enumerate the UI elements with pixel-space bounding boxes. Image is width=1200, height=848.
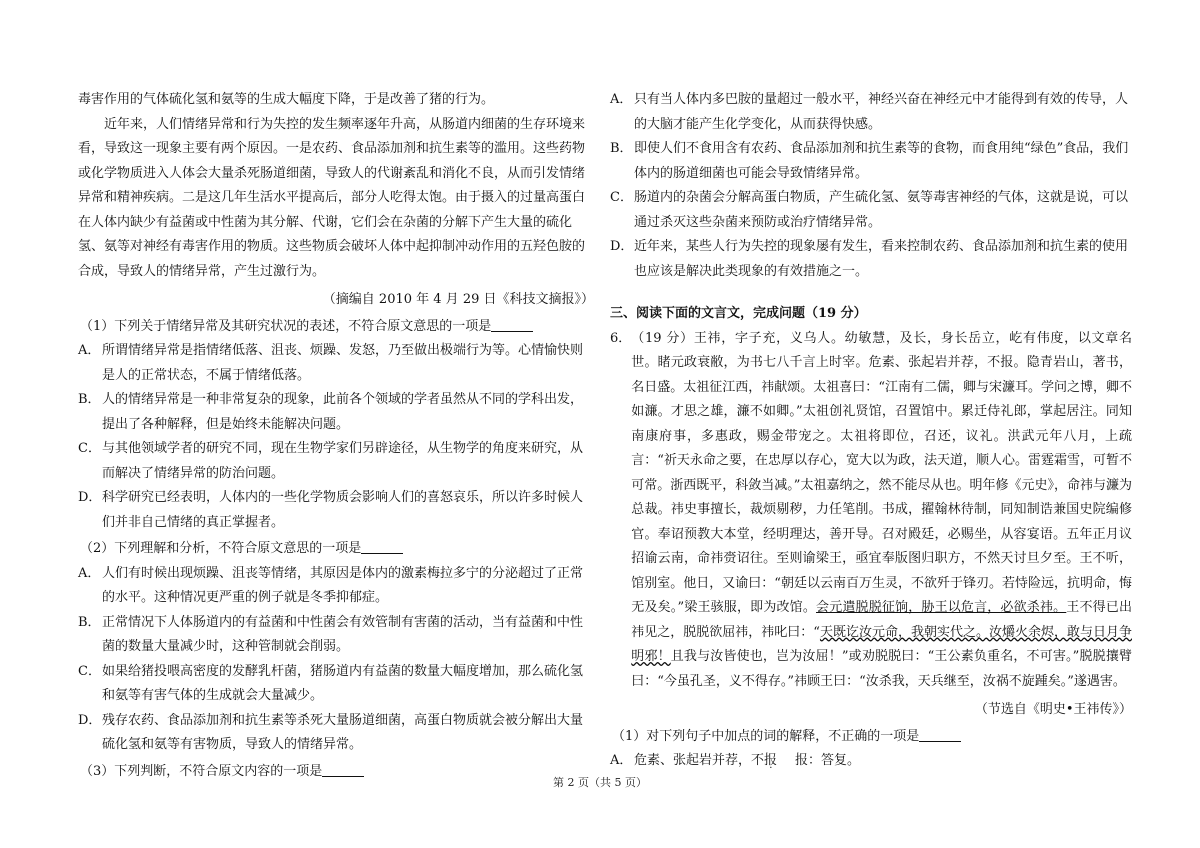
question-3-option-c <box>610 186 1132 235</box>
option-key: D． <box>78 490 102 505</box>
classical-passage <box>631 327 1132 695</box>
answer-blank <box>491 317 533 332</box>
question-2-stem <box>78 537 594 562</box>
option-text: 与其他领域学者的研究不同，现在生物学家们另辟途径，从生物学的角度来研究，从而解决了情绪异常的防治问题。 <box>102 441 584 481</box>
paragraph-2: 近年来，人们情绪异常和行为失控的发生频率逐年升高，从肠道内细菌的生存环境来看，导致这一现象主要有两个原因。一是农药、食品添加剂和抗生素等的滥用。这些药物或化学物质进入人体会大量杀死肠道细菌，导致人的代谢紊乱和消化不良，从而引发情绪异常和精神疾病。二是这几年生活水平提高后，部分人吃得太饱。由于摄入的过量高蛋白在人体内缺少有益菌或中性菌为其分解、代谢，它们会在杂菌的分解下产生大量的硫化氢、氨等对神经有毒害作用的物质。这些物质会破坏人体中起抑制冲动作用的五羟色胺的合成，导致人的情绪异常，产生过激行为。 <box>78 116 586 279</box>
passage-part-c: 且我与汝皆使也，岂为汝屈！”或劝脱脱曰：“王公素负重名，不可害。”脱脱攘臂曰：“今虽孔圣，义不得存。”祎顾王曰：“汝杀我，天兵继至，汝祸不旋踵矣。”遂遇害。 <box>631 649 1132 689</box>
section-title: 三、阅读下面的文言文，完成问题（19 分） <box>610 306 867 321</box>
question-2-option-a <box>78 562 594 611</box>
question-1-text: （1）下列关于情绪异常及其研究状况的表述，不符合原文意思的一项是 <box>80 318 492 334</box>
option-text: 残存农药、食品添加剂和抗生素等杀死大量肠道细菌，高蛋白物质就会被分解出大量硫化氢和氨等有害物质，导致人的情绪异常。 <box>102 712 584 752</box>
option-key: C． <box>78 663 101 679</box>
wavy-underlined-sentence: 天既讫汝元命，我朝实代之。汝爝火余烬，敢与日月争明邪！ <box>631 624 1132 664</box>
question-3-option-b <box>610 137 1132 186</box>
question-1-option-b <box>78 388 594 437</box>
option-key: A． <box>610 753 633 768</box>
paragraph-continued: 毒害作用的气体硫化氢和氨等的生成大幅度下降，于是改善了猪的行为。 <box>78 92 495 107</box>
question-1-stem <box>78 315 594 340</box>
question-1-option-a <box>78 339 594 388</box>
option-explanation: 报：答复。 <box>795 753 861 768</box>
page-footer: 第 2 页（共 5 页） <box>553 776 647 789</box>
passage-part-a: （19 分）王祎，字子充，义乌人。幼敏慧，及长，身长岳立，屹有伟度，以文章名世。睹元政衰敝，为书七八千言上时宰。危素、张起岩并荐，不报。隐青岩山，著书，名日盛。太祖征江西，祎献颂。太祖喜曰：“江南有二儒，卿与宋濂耳。学问之博，卿不如濂。才思之雄，濂不如卿。”太祖创礼贤馆，召置馆中。累迁侍礼郎，掌起居注。同知南康府事，多惠政，赐金带宠之。太祖将即位，召还，议礼。洪武元年八月，上疏言：“祈天永命之要，在忠厚以存心，宽大以为政，法天道，顺人心。雷霆霜雪，可暂不可常。浙西既平，科敛当减。”太祖嘉纳之，然不能尽从也。明年修《元史》，命祎与濂为总裁。祎史事擅长，裁烦剔秽，力任笔削。书成，擢翰林待制，同知制诰兼国史院编修官。奉诏预教大本堂，经明理达，善开导。召对殿廷，必赐坐，从容宴语。五年正月议招谕云南，命祎赍诏往。至则谕梁王，亟宜奉版图归职方，不然天讨旦夕至。王不听，馆别室。他日，又谕曰：“朝廷以云南百万生灵，不欲歼于锋刃。若恃险远，抗明命，悔无及矣。”梁王骇服，即为改馆。 <box>631 330 1132 615</box>
left-column <box>78 88 594 784</box>
question-3-text: （3）下列判断，不符合原文内容的一项是 <box>80 763 323 779</box>
option-key: A． <box>78 565 101 581</box>
citation: （摘编自 2010 年 4 月 29 日《科技文摘报》） <box>322 292 594 307</box>
option-text: 即使人们不食用含有农药、食品添加剂和抗生素等的食物，而食用纯“绿色”食品，我们体内的肠道细菌也可能会导致情绪异常。 <box>634 141 1129 181</box>
question-1-option-d <box>78 486 594 535</box>
option-text: 肠道内的杂菌会分解高蛋白物质，产生硫化氢、氨等毒害神经的气体，这就是说，可以通过杀灭这些杂菌来预防或治疗情绪异常。 <box>634 190 1129 230</box>
question-2-option-b <box>78 611 594 660</box>
option-text: 人的情绪异常是一种非常复杂的现象，此前各个领域的学者虽然从不同的学科出发，提出了各种解释，但是始终未能解决问题。 <box>102 392 584 432</box>
option-key: A． <box>610 92 633 107</box>
option-text: 所谓情绪异常是指情绪低落、沮丧、烦躁、发怒，乃至做出极端行为等。心情愉快则是人的正常状态，不属于情绪低落。 <box>102 343 584 383</box>
option-key: A． <box>78 343 101 358</box>
option-text: 正常情况下人体肠道内的有益菌和中性菌会有效管制有害菌的活动，当有益菌和中性菌的数量大量减少时，这种管制就会削弱。 <box>102 614 584 654</box>
question-1-option-c <box>78 437 594 486</box>
option-key: B． <box>78 392 101 407</box>
question-2-option-c <box>78 660 594 709</box>
option-key: D． <box>78 712 102 728</box>
question-number: 6． <box>610 330 632 346</box>
option-text: 只有当人体内多巴胺的量超过一般水平，神经兴奋在神经元中才能得到有效的传导，人的大脑才能产生化学变化，从而获得快感。 <box>634 92 1129 132</box>
answer-blank <box>919 727 961 742</box>
option-text: 科学研究已经表明，人体内的一些化学物质会影响人们的喜怒哀乐，所以许多时候人们并非自己情绪的真正掌握者。 <box>102 490 584 530</box>
question-6-1-option-a <box>610 749 1132 774</box>
option-text <box>634 749 1132 774</box>
option-text: 人们有时候出现烦躁、沮丧等情绪，其原因是体内的激素梅拉多宁的分泌超过了正常的水平。这种情况更严重的例子就是冬季抑郁症。 <box>102 565 584 605</box>
option-key: B． <box>610 141 633 156</box>
question-6 <box>610 327 1132 695</box>
question-6-1-text: （1）对下列句子中加点的词的解释，不正确的一项是 <box>612 728 920 744</box>
right-column <box>610 88 1132 774</box>
dotted-word: 报 <box>764 753 778 768</box>
question-2-option-d <box>78 709 594 758</box>
option-key: C． <box>78 441 101 456</box>
option-text: 如果给猪投喂高密度的发酵乳杆菌，猪肠道内有益菌的数量大幅度增加，那么硫化氢和氨等有害气体的生成就会大量减少。 <box>102 663 584 703</box>
question-2-text: （2）下列理解和分析，不符合原文意思的一项是 <box>80 541 362 556</box>
option-key: D． <box>610 239 634 254</box>
option-text: 近年来，某些人行为失控的现象屡有发生，看来控制农药、食品添加剂和抗生素的使用也应该是解决此类现象的有效措施之一。 <box>634 239 1129 279</box>
question-6-1-stem <box>610 725 1132 750</box>
question-3-option-a <box>610 88 1132 137</box>
option-key: C． <box>610 190 633 205</box>
question-3-option-d <box>610 235 1132 284</box>
underlined-sentence: 会元遣脱脱征饷，胁王以危言，必欲杀祎。 <box>816 600 1067 615</box>
answer-blank <box>361 539 403 554</box>
option-key: B． <box>78 614 101 630</box>
source-citation: （节选自《明史•王祎传》） <box>974 702 1132 717</box>
option-sentence: 危素、张起岩并荐，不 <box>634 753 765 768</box>
passage-part-b: 王不得已出祎见之，脱脱欲屈祎，祎叱曰：“ <box>631 600 1132 640</box>
